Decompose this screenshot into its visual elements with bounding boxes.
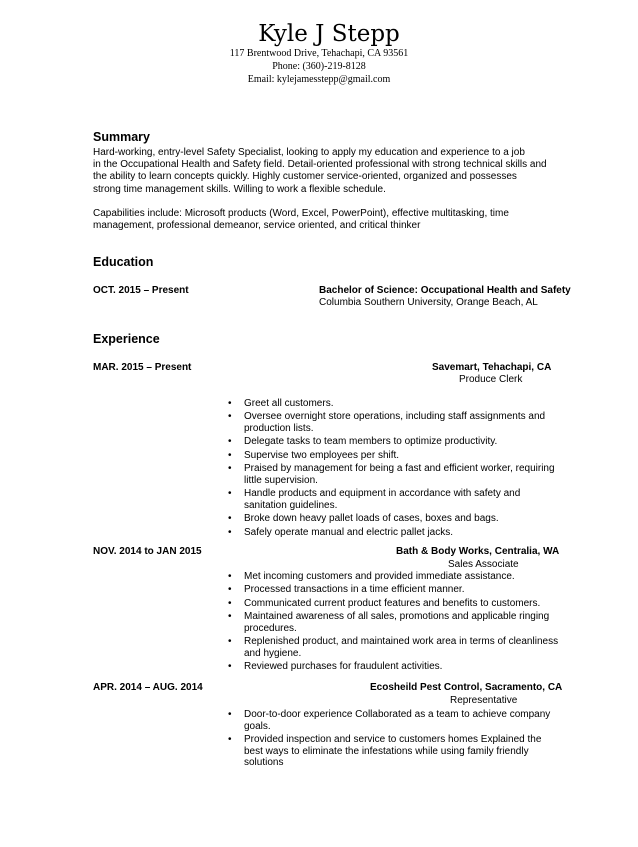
job-duties [228, 398, 563, 540]
job-duties [228, 709, 563, 771]
job-employer: Bath & Body Works, Centralia, WA [396, 546, 560, 557]
experience-title: Experience [93, 332, 160, 346]
duty-item: • Met incoming customers and provided immediate assistance. [228, 571, 563, 583]
summary-paragraph [93, 147, 573, 196]
summary-line: Hard-working, entry-level Safety Specialist, looking to apply my education and experience to a job [93, 147, 525, 158]
duty-item: • Door-to-door experience Collaborated as a team to achieve company goals. [228, 709, 563, 732]
education-date: OCT. 2015 – Present [93, 285, 189, 296]
capabilities-line: management, professional demeanor, service oriented, and critical thinker [93, 220, 421, 232]
duty-item: • Processed transactions in a time efficient manner. [228, 584, 563, 596]
duty-item: • Maintained awareness of all sales, promotions and applicable ringing procedures. [228, 611, 563, 634]
summary-line: the ability to learn concepts quickly. Highly customer service-oriented, organized and possesses [93, 171, 517, 183]
job-role: Produce Clerk [459, 374, 523, 385]
degree: Bachelor of Science: Occupational Health and Safety [319, 285, 571, 296]
capabilities-paragraph [93, 208, 573, 232]
duty-item: • Oversee overnight store operations, including staff assignments and production lists. [228, 411, 563, 434]
duty-item: • Handle products and equipment in accordance with safety and sanitation guidelines. [228, 488, 563, 511]
duty-item: • Supervise two employees per shift. [228, 450, 563, 462]
job-role: Sales Associate [448, 559, 519, 570]
job-date: NOV. 2014 to JAN 2015 [93, 546, 202, 557]
job-date: MAR. 2015 – Present [93, 362, 192, 373]
capabilities-line: Capabilities include: Microsoft products (Word, Excel, PowerPoint), effective multitasking, time [93, 208, 509, 219]
duty-item: • Provided inspection and service to customers homes Explained the best ways to eliminate the infestations while using family friendly solutions [228, 734, 563, 769]
education-title: Education [93, 255, 154, 269]
duty-item: • Communicated current product features and benefits to customers. [228, 598, 563, 610]
job-duties [228, 571, 563, 675]
duty-item: • Praised by management for being a fast and efficient worker, requiring little supervision. [228, 463, 563, 486]
duty-item: • Delegate tasks to team members to optimize productivity. [228, 436, 563, 448]
duty-item: • Broke down heavy pallet loads of cases, boxes and bags. [228, 513, 563, 525]
candidate-name: Kyle J Stepp [258, 21, 400, 47]
duty-item: • Safely operate manual and electric pallet jacks. [228, 527, 563, 539]
job-date: APR. 2014 – AUG. 2014 [93, 682, 203, 693]
email: Email: kylejamesstepp@gmail.com [247, 74, 391, 85]
resume-header [0, 21, 638, 86]
school: Columbia Southern University, Orange Beach, AL [319, 297, 538, 308]
summary-line: strong time management skills. Willing to work a flexible schedule. [93, 183, 386, 195]
address: 117 Brentwood Drive, Tehachapi, CA 93561 [229, 48, 409, 59]
job-employer: Savemart, Tehachapi, CA [432, 362, 552, 373]
duty-item: • Greet all customers. [228, 398, 563, 410]
job-employer: Ecosheild Pest Control, Sacramento, CA [370, 682, 563, 693]
phone: Phone: (360)-219-8128 [272, 61, 366, 72]
duty-item: • Replenished product, and maintained work area in terms of cleanliness and hygiene. [228, 636, 563, 659]
job-role: Representative [450, 695, 518, 706]
duty-item: • Reviewed purchases for fraudulent activities. [228, 661, 563, 673]
summary-title: Summary [93, 130, 150, 144]
summary-line: in the Occupational Health and Safety field. Detail-oriented professional with strong technical skills and [93, 159, 547, 171]
